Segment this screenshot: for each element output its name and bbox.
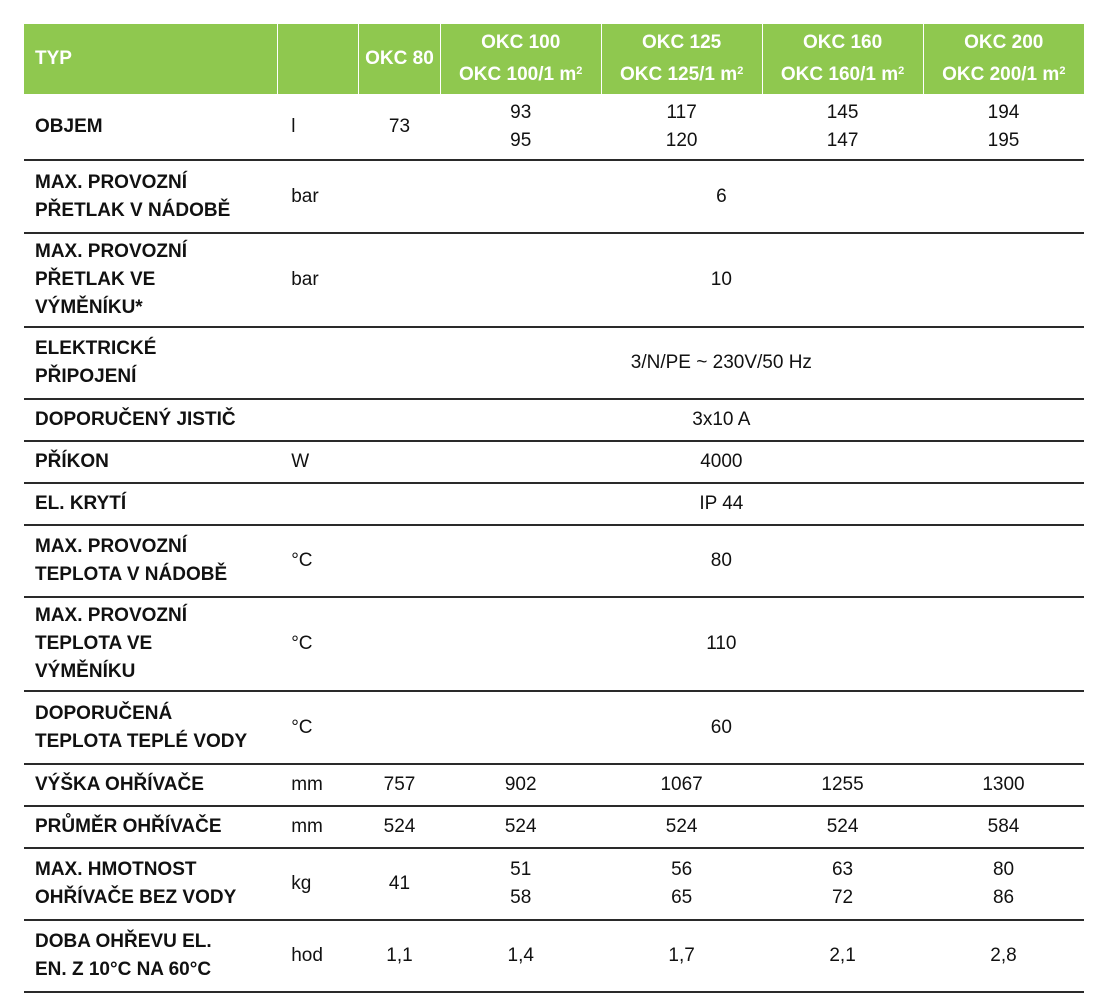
model-line-text: OKC 100/1 m — [459, 64, 577, 85]
value-cell — [440, 806, 601, 848]
table-row — [24, 483, 1084, 525]
row-label — [24, 441, 277, 483]
row-label-line: EN. Z 10°C NA 60°C — [35, 959, 212, 980]
value-line: 86 — [992, 887, 1015, 908]
value-line: 1,4 — [507, 945, 534, 966]
row-label-line: MAX. PROVOZNÍ — [35, 605, 188, 626]
superscript: 2 — [576, 65, 583, 77]
value-line: 195 — [987, 129, 1020, 151]
row-label — [24, 233, 277, 327]
row-label-line: MAX. PROVOZNÍ — [35, 536, 188, 557]
header-row — [24, 24, 1084, 94]
value-line: 902 — [504, 774, 537, 795]
model-line — [602, 57, 762, 89]
table-row — [24, 806, 1084, 848]
value-line: 524 — [665, 816, 698, 837]
row-label-line: OBJEM — [35, 115, 103, 137]
row-label — [24, 327, 277, 399]
row-unit: kg — [291, 873, 312, 894]
value-line: 51 — [510, 859, 532, 880]
value-cell — [359, 806, 441, 848]
value-cell — [923, 806, 1084, 848]
value-line: 56 — [671, 859, 693, 880]
value-line: 1300 — [982, 774, 1025, 795]
model-line — [763, 57, 923, 89]
superscript: 2 — [1059, 65, 1066, 77]
header-typ: TYP — [24, 24, 277, 94]
row-label-line: ELEKTRICKÉ — [35, 338, 157, 359]
value-cell — [923, 764, 1084, 806]
row-unit: bar — [291, 269, 319, 290]
row-label — [24, 399, 277, 441]
value-line: 41 — [388, 873, 411, 894]
shared-value: IP 44 — [699, 493, 744, 514]
model-line — [441, 57, 601, 89]
table-row — [24, 399, 1084, 441]
table-row — [24, 233, 1084, 327]
value-cell — [762, 920, 923, 992]
value-line: 194 — [987, 101, 1020, 123]
model-line: OKC 160 — [802, 32, 883, 53]
model-line: OKC 200 — [964, 32, 1044, 53]
row-unit: mm — [291, 774, 323, 795]
row-label-line: PŘIPOJENÍ — [35, 366, 137, 387]
value-cell — [440, 920, 601, 992]
value-cell — [601, 806, 762, 848]
value-cell — [762, 94, 923, 160]
row-label-line: DOBA OHŘEVU EL. — [35, 931, 212, 952]
row-label — [24, 920, 277, 992]
value-line: 95 — [510, 129, 532, 151]
shared-value: 10 — [710, 269, 732, 290]
row-unit: °C — [291, 716, 313, 738]
value-cell — [359, 94, 441, 160]
value-line: 147 — [826, 129, 859, 151]
header-model-okc125 — [601, 24, 762, 94]
table-row — [24, 327, 1084, 399]
value-line: 584 — [987, 816, 1020, 837]
value-cell — [762, 848, 923, 920]
table-row — [24, 848, 1084, 920]
row-label-line: VÝMĚNÍKU* — [35, 297, 143, 318]
value-cell — [440, 94, 601, 160]
table-row — [24, 160, 1084, 233]
row-label-line: MAX. PROVOZNÍ — [35, 171, 188, 193]
row-label-line: TEPLOTA TEPLÉ VODY — [35, 730, 248, 752]
header-model-okc160 — [762, 24, 923, 94]
row-label-line: MAX. HMOTNOST — [35, 859, 197, 880]
row-unit: mm — [291, 816, 323, 837]
model-line: OKC 100 — [481, 32, 561, 53]
row-label-line: PŘÍKON — [35, 451, 109, 472]
shared-value: 80 — [710, 550, 732, 571]
spec-table — [24, 24, 1084, 993]
value-cell — [762, 764, 923, 806]
row-label — [24, 764, 277, 806]
spec-table-body — [24, 94, 1084, 992]
shared-value: 3/N/PE ~ 230V/50 Hz — [630, 352, 812, 373]
table-row — [24, 441, 1084, 483]
model-line — [924, 57, 1084, 89]
row-label-line: MAX. PROVOZNÍ — [35, 241, 188, 262]
shared-value: 110 — [706, 633, 737, 654]
model-line: OKC 80 — [365, 48, 434, 69]
value-cell — [601, 848, 762, 920]
row-label — [24, 525, 277, 597]
row-unit: l — [291, 115, 296, 137]
value-cell — [601, 94, 762, 160]
value-cell — [923, 94, 1084, 160]
header-model-okc200 — [923, 24, 1084, 94]
value-line: 63 — [831, 859, 854, 880]
row-unit: bar — [291, 185, 319, 207]
shared-value: 3x10 A — [692, 409, 751, 430]
row-unit: hod — [291, 945, 323, 966]
value-line: 757 — [383, 774, 416, 795]
value-cell — [359, 920, 441, 992]
value-line: 1,1 — [386, 945, 413, 966]
value-line: 72 — [831, 887, 854, 908]
superscript: 2 — [898, 65, 905, 77]
row-label-line: VÝŠKA OHŘÍVAČE — [35, 774, 204, 795]
value-line: 2,1 — [829, 945, 856, 966]
table-row — [24, 597, 1084, 691]
row-label-line: VÝMĚNÍKU — [35, 661, 136, 682]
row-label-line: PRŮMĚR OHŘÍVAČE — [35, 816, 222, 837]
row-label-line: DOPORUČENÁ — [35, 702, 173, 724]
value-line: 2,8 — [990, 945, 1017, 966]
value-cell — [923, 920, 1084, 992]
value-line: 80 — [992, 859, 1015, 880]
value-line: 524 — [826, 816, 859, 837]
row-label — [24, 597, 277, 691]
model-line-text: OKC 160/1 m — [780, 64, 899, 85]
value-cell — [440, 848, 601, 920]
row-label — [24, 483, 277, 525]
row-unit: °C — [291, 633, 313, 654]
row-label-line: EL. KRYTÍ — [35, 493, 127, 514]
value-cell — [359, 764, 441, 806]
value-line: 117 — [666, 101, 697, 123]
header-model-okc100 — [440, 24, 601, 94]
value-cell — [601, 764, 762, 806]
row-unit: W — [291, 451, 310, 472]
header-unit — [277, 24, 359, 94]
value-line: 524 — [383, 816, 416, 837]
row-label-line: PŘETLAK VE — [35, 269, 156, 290]
value-line: 1,7 — [668, 945, 695, 966]
shared-value: 6 — [716, 185, 727, 207]
value-line: 145 — [826, 101, 859, 123]
superscript: 2 — [737, 65, 744, 77]
value-line: 58 — [510, 887, 532, 908]
table-row — [24, 691, 1084, 764]
row-label — [24, 691, 277, 764]
table-row — [24, 525, 1084, 597]
row-label — [24, 806, 277, 848]
value-cell — [359, 848, 441, 920]
row-unit — [277, 483, 359, 525]
row-unit — [277, 327, 359, 399]
value-line: 1255 — [821, 774, 864, 795]
value-line: 120 — [665, 129, 698, 151]
table-row — [24, 764, 1084, 806]
value-line: 1067 — [660, 774, 703, 795]
row-unit — [277, 399, 359, 441]
row-label — [24, 160, 277, 233]
value-line: 73 — [388, 115, 411, 137]
value-line: 524 — [504, 816, 537, 837]
row-label-line: PŘETLAK V NÁDOBĚ — [35, 199, 231, 221]
row-label-line: OHŘÍVAČE BEZ VODY — [35, 887, 237, 908]
model-line-text: OKC 200/1 m — [942, 64, 1060, 85]
value-cell — [923, 848, 1084, 920]
value-cell — [762, 806, 923, 848]
value-line: 93 — [510, 101, 532, 123]
row-unit: °C — [291, 550, 313, 571]
row-label — [24, 94, 277, 160]
header-model-okc80 — [359, 24, 441, 94]
table-row — [24, 920, 1084, 992]
shared-value: 60 — [710, 716, 732, 738]
value-cell — [601, 920, 762, 992]
shared-value: 4000 — [700, 451, 743, 472]
value-line: 65 — [671, 887, 693, 908]
row-label-line: DOPORUČENÝ JISTIČ — [35, 409, 236, 430]
row-label-line: TEPLOTA V NÁDOBĚ — [35, 564, 228, 585]
row-label-line: TEPLOTA VE — [35, 633, 153, 654]
model-line: OKC 125 — [642, 32, 722, 53]
spec-table-container — [24, 24, 1084, 993]
row-label — [24, 848, 277, 920]
value-cell — [440, 764, 601, 806]
table-row — [24, 94, 1084, 160]
model-line-text: OKC 125/1 m — [619, 64, 738, 85]
